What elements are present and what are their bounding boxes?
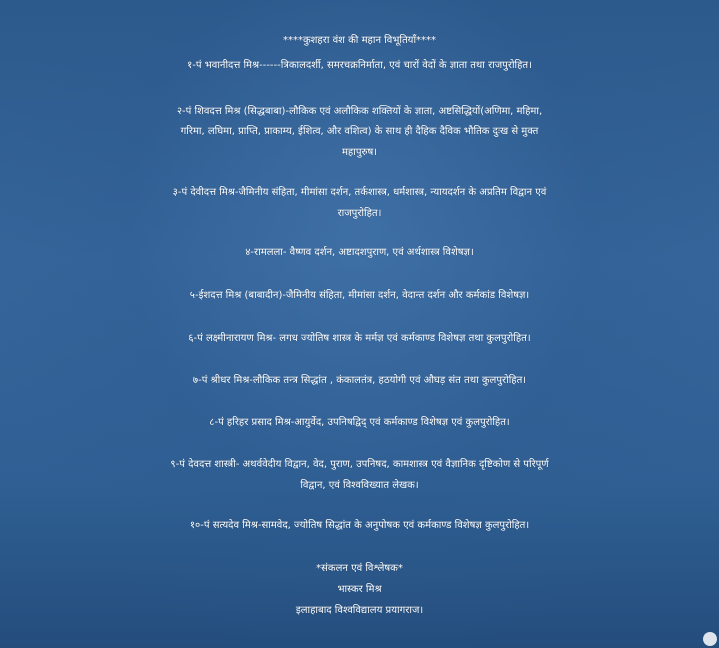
entry-2-line-2: गरिमा, लघिमा, प्राप्ति, प्राकाम्य, ईशित्व, और वशित्व) के साथ ही दैहिक दैविक भौतिक दुःख से मुक्त: [180, 126, 539, 137]
credits-name: भास्कर मिश्र: [337, 584, 382, 595]
entry-9-line-2: विद्वान, एवं विश्वविख्यात लेखक।: [300, 480, 419, 491]
corner-circle-icon: [703, 632, 717, 646]
entry-6-line-1: ६-पं लक्ष्मीनारायण मिश्र- लगध ज्योतिष शास्त्र के मर्मज्ञ एवं कर्मकाण्ड विशेषज्ञ तथा कुलपुरोहित।: [188, 333, 531, 344]
entry-3-line-1: ३-पं देवीदत्त मिश्र-जैमिनीय संहिता, मीमांसा दर्शन, तर्कशास्त्र, धर्मशास्त्र, न्यायदर्शन के अप्रतिम विद्वान एवं: [172, 187, 547, 198]
entry-1-line-1: १-पं भवानीदत्त मिश्र------त्रिकालदर्शी, समरचक्रनिर्माता, एवं चारों वेदों के ज्ञाता तथा राजपुरोहित।: [187, 60, 532, 71]
entry-9-line-1: ९-पं देवदत्त शास्त्री- अथर्ववेदीय विद्वान, वेद, पुराण, उपनिषद, कामशास्त्र एवं वैज्ञानिक दृष्टिकोण से परिपूर्ण: [170, 459, 549, 470]
entry-7-line-1: ७-पं श्रीधर मिश्र-लौकिक तन्त्र सिद्धांत , कंकालतंत्र, हठयोगी एवं औघड़ संत तथा कुलपुरोहित।: [192, 375, 527, 386]
entry-2-line-3: महापुरुष।: [341, 147, 378, 158]
credits-heading: *संकलन एवं विश्लेषक*: [316, 563, 403, 574]
entry-8-line-1: ८-पं हरिहर प्रसाद मिश्र-आयुर्वेद, उपनिषद्विद् एवं कर्मकाण्ड विशेषज्ञ एवं कुलपुरोहित।: [209, 417, 510, 428]
entry-4-line-1: ४-रामलला- वैष्णव दर्शन, अष्टादशपुराण, एवं अर्थशास्त्र विशेषज्ञ।: [245, 247, 474, 258]
entry-3-line-2: राजपुरोहित।: [337, 208, 382, 219]
entry-2-line-1: २-पं शिवदत्त मिश्र (सिद्धबाबा)-लौकिक एवं अलौकिक शक्तियों के ज्ञाता, अष्टसिद्धियों(अणिमा, महिमा,: [176, 106, 543, 117]
entry-5-line-1: ५-ईशदत्त मिश्र (बाबादीन)-जैमिनीय संहिता, मीमांसा दर्शन, वेदान्त दर्शन और कर्मकांड विशेषज्ञ।: [189, 290, 530, 301]
document-title: ****कुशहरा वंश की महान विभूतियाँ****: [282, 35, 437, 46]
credits-affiliation: इलाहाबाद विश्वविद्यालय प्रयागराज।: [295, 605, 424, 616]
entry-10-line-1: १०-पं सत्यदेव मिश्र-सामवेद, ज्योतिष सिद्धांत के अनुपोषक एवं कर्मकाण्ड विशेषज्ञ कुलपुरोहित।: [189, 520, 530, 531]
